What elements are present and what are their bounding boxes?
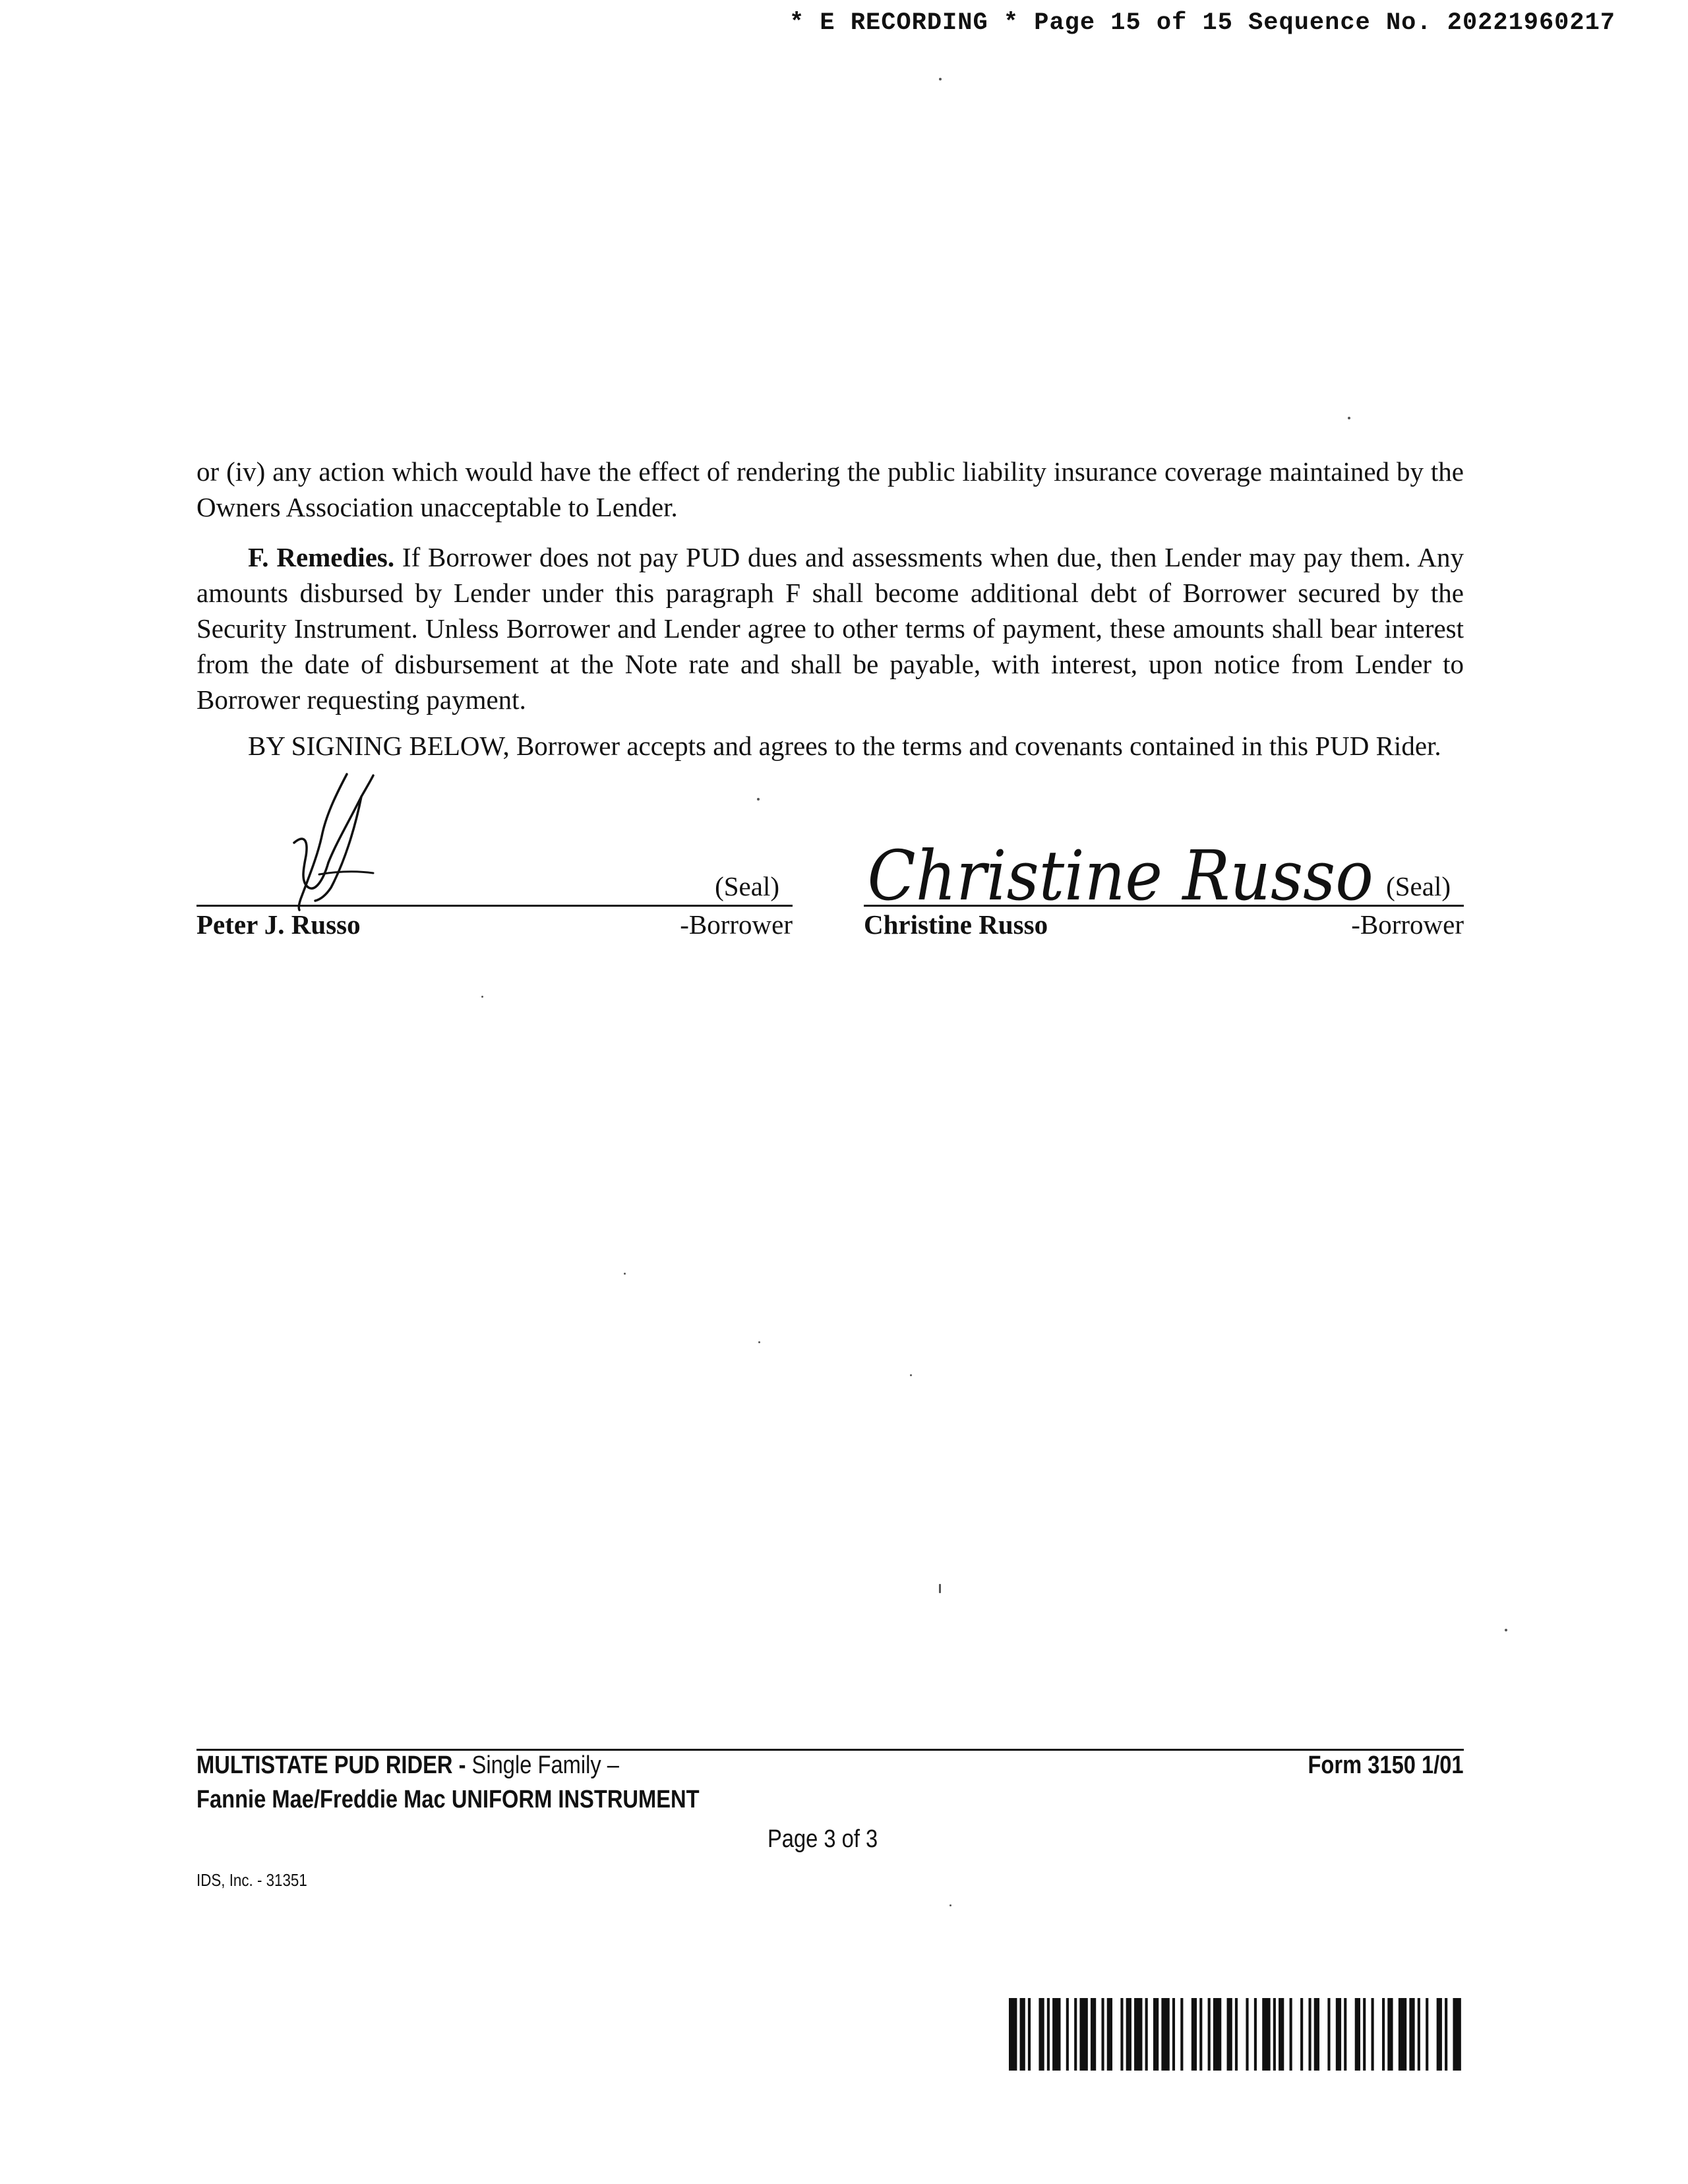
barcode-bar <box>1363 1998 1366 2071</box>
scan-speck <box>1505 1629 1507 1631</box>
barcode-bar <box>1180 1998 1183 2071</box>
barcode-bar <box>1372 1998 1374 2071</box>
signature-block-christine <box>864 791 1464 950</box>
signer-name: Peter J. Russo <box>196 909 361 940</box>
barcode-bar <box>1126 1998 1131 2071</box>
form-number: Form 3150 1/01 <box>1308 1751 1464 1779</box>
barcode-bar <box>1120 1998 1123 2071</box>
scan-speck <box>950 1904 951 1906</box>
barcode-bar <box>1273 1998 1276 2071</box>
barcode-bar <box>1300 1998 1303 2071</box>
form-title <box>196 1751 619 1780</box>
barcode-bar <box>1355 1998 1360 2071</box>
barcode-bar <box>1437 1998 1442 2071</box>
signer-name: Christine Russo <box>864 909 1048 940</box>
barcode-bar <box>1161 1998 1169 2071</box>
paragraph-text: BY SIGNING BELOW, Borrower accepts and agrees to the terms and covenants contained in this PUD Rider. <box>248 731 1441 761</box>
barcode-bar <box>1191 1998 1197 2071</box>
barcode-bar <box>1153 1998 1159 2071</box>
barcode-bar <box>1387 1998 1393 2071</box>
signature-block-peter <box>196 791 793 950</box>
barcode-bar <box>1279 1998 1284 2071</box>
scan-speck <box>758 1341 760 1343</box>
section-heading: F. Remedies. <box>248 542 395 572</box>
signature-line <box>196 905 793 907</box>
signer-role: -Borrower <box>680 909 793 940</box>
recording-header: * E RECORDING * Page 15 of 15 Sequence No. 20221960217 <box>789 9 1615 37</box>
scan-speck <box>1348 417 1350 419</box>
barcode-bar <box>1254 1998 1257 2071</box>
barcode-bar <box>1290 1998 1292 2071</box>
scan-speck <box>939 78 942 80</box>
form-title-rest: Single Family – <box>466 1751 619 1779</box>
barcode-bar <box>1235 1998 1238 2071</box>
paragraph-signing <box>196 728 1464 764</box>
form-title-bold: MULTISTATE PUD RIDER - <box>196 1751 466 1779</box>
barcode-bar <box>1101 1998 1104 2071</box>
page-number: Page 3 of 3 <box>768 1825 878 1853</box>
barcode-bar <box>1047 1998 1050 2071</box>
vendor-code: IDS, Inc. - 31351 <box>196 1870 307 1890</box>
barcode-bar <box>1145 1998 1148 2071</box>
form-instrument: Fannie Mae/Freddie Mac UNIFORM INSTRUMENT <box>196 1786 700 1813</box>
scan-speck <box>481 996 483 998</box>
barcode-bar <box>1091 1998 1096 2071</box>
barcode-bar <box>1028 1998 1031 2071</box>
barcode-bar <box>1066 1998 1069 2071</box>
barcode-bar <box>1314 1998 1319 2071</box>
barcode-bar <box>1074 1998 1077 2071</box>
scan-speck <box>910 1374 912 1376</box>
barcode-bar <box>1418 1998 1420 2071</box>
barcode-bar <box>1052 1998 1060 2071</box>
paragraph-remedies <box>196 539 1464 717</box>
barcode-bar <box>1079 1998 1087 2071</box>
scan-speck <box>624 1273 626 1275</box>
barcode-bar <box>1426 1998 1428 2071</box>
barcode-bar <box>1382 1998 1385 2071</box>
barcode-bar <box>1344 1998 1346 2071</box>
signature-line <box>864 905 1464 907</box>
section-body: If Borrower does not pay PUD dues and assessments when due, then Lender may pay them. Any amounts disbursed by Lender under this paragraph F shall become additional debt of Borrower secured by the Security Instrument. Unless Borrower and Lender agree to other terms of payment, these amounts shall bear interest from the date of disbursement at the Note rate and shall be payable, with interest, upon notice from Lender to Borrower requesting payment. <box>196 542 1464 715</box>
seal-label: (Seal) <box>715 871 779 901</box>
barcode-bar <box>1336 1998 1341 2071</box>
barcode-bar <box>1262 1998 1270 2071</box>
paragraph-text <box>196 539 1464 717</box>
barcode-bar <box>1134 1998 1142 2071</box>
barcode <box>1009 1998 1464 2071</box>
paragraph-text: or (iv) any action which would have the effect of rendering the public liability insurance coverage maintained by the Owners Association unacceptable to Lender. <box>196 456 1464 522</box>
barcode-bar <box>1009 1998 1017 2071</box>
barcode-bar <box>1107 1998 1112 2071</box>
barcode-bar <box>1039 1998 1044 2071</box>
barcode-bar <box>1213 1998 1221 2071</box>
barcode-bar <box>1445 1998 1447 2071</box>
barcode-bar <box>1227 1998 1232 2071</box>
barcode-bar <box>1399 1998 1406 2071</box>
barcode-bar <box>1409 1998 1414 2071</box>
barcode-bar <box>1327 1998 1330 2071</box>
seal-label: (Seal) <box>1386 871 1451 901</box>
scan-speck <box>939 1584 941 1593</box>
barcode-bar <box>1246 1998 1248 2071</box>
signer-role: -Borrower <box>1351 909 1464 940</box>
barcode-bar <box>1308 1998 1311 2071</box>
footer-rule <box>196 1749 1464 1751</box>
paragraph-continuation <box>196 454 1464 525</box>
barcode-bar <box>1020 1998 1025 2071</box>
signature-script: Christine Russo <box>867 835 1373 916</box>
barcode-bar <box>1172 1998 1175 2071</box>
barcode-bar <box>1453 1998 1461 2071</box>
handwritten-signature-peter <box>262 770 407 915</box>
barcode-bar <box>1199 1998 1202 2071</box>
barcode-bar <box>1208 1998 1211 2071</box>
